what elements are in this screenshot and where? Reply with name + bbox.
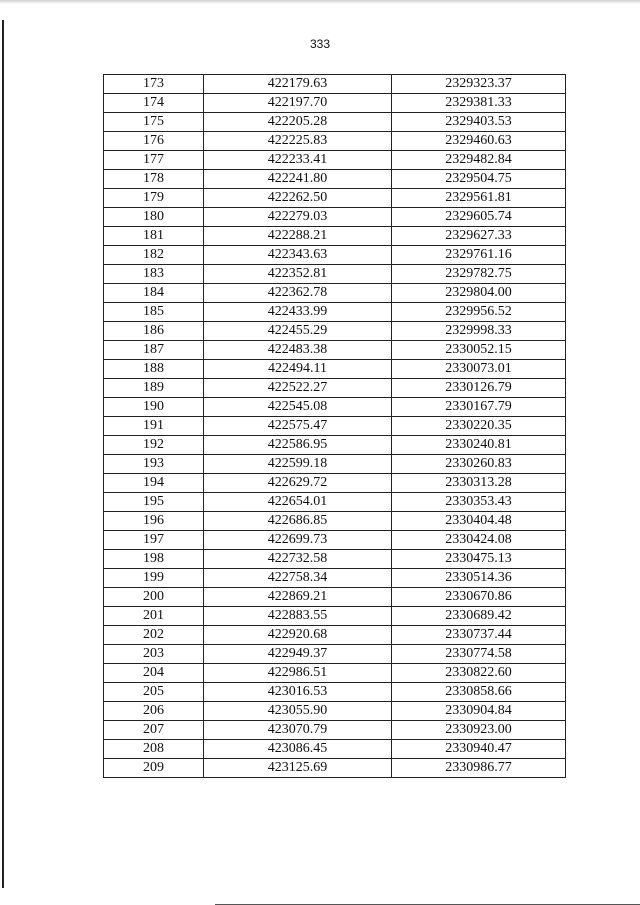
- y-coordinate-cell: 2330220.35: [392, 417, 566, 436]
- table-row: [104, 417, 566, 436]
- x-coordinate-cell: 422686.85: [204, 512, 392, 531]
- y-coordinate-cell: 2330260.83: [392, 455, 566, 474]
- point-number-cell: 193: [104, 455, 204, 474]
- y-coordinate-cell: 2330904.84: [392, 702, 566, 721]
- point-number-cell: 188: [104, 360, 204, 379]
- y-coordinate-cell: 2330737.44: [392, 626, 566, 645]
- table-row: [104, 550, 566, 569]
- point-number-cell: 174: [104, 94, 204, 113]
- y-coordinate-cell: 2330353.43: [392, 493, 566, 512]
- point-number-cell: 185: [104, 303, 204, 322]
- table-row: [104, 721, 566, 740]
- table-row: [104, 170, 566, 189]
- coordinates-table-body: [104, 75, 566, 778]
- y-coordinate-cell: 2329561.81: [392, 189, 566, 208]
- x-coordinate-cell: 422241.80: [204, 170, 392, 189]
- y-coordinate-cell: 2329605.74: [392, 208, 566, 227]
- table-row: [104, 588, 566, 607]
- table-row: [104, 208, 566, 227]
- page-top-shadow: [0, 0, 640, 4]
- table-row: [104, 493, 566, 512]
- y-coordinate-cell: 2330689.42: [392, 607, 566, 626]
- point-number-cell: 197: [104, 531, 204, 550]
- x-coordinate-cell: 422699.73: [204, 531, 392, 550]
- point-number-cell: 189: [104, 379, 204, 398]
- y-coordinate-cell: 2330822.60: [392, 664, 566, 683]
- y-coordinate-cell: 2330240.81: [392, 436, 566, 455]
- y-coordinate-cell: 2330073.01: [392, 360, 566, 379]
- x-coordinate-cell: 422732.58: [204, 550, 392, 569]
- point-number-cell: 206: [104, 702, 204, 721]
- table-row: [104, 303, 566, 322]
- x-coordinate-cell: 422225.83: [204, 132, 392, 151]
- y-coordinate-cell: 2330514.36: [392, 569, 566, 588]
- table-row: [104, 113, 566, 132]
- table-row: [104, 246, 566, 265]
- table-row: [104, 151, 566, 170]
- table-row: [104, 607, 566, 626]
- table-row: [104, 360, 566, 379]
- x-coordinate-cell: 422949.37: [204, 645, 392, 664]
- point-number-cell: 200: [104, 588, 204, 607]
- point-number-cell: 182: [104, 246, 204, 265]
- point-number-cell: 178: [104, 170, 204, 189]
- x-coordinate-cell: 423055.90: [204, 702, 392, 721]
- x-coordinate-cell: 422352.81: [204, 265, 392, 284]
- point-number-cell: 203: [104, 645, 204, 664]
- x-coordinate-cell: 422586.95: [204, 436, 392, 455]
- point-number-cell: 204: [104, 664, 204, 683]
- table-row: [104, 341, 566, 360]
- point-number-cell: 195: [104, 493, 204, 512]
- point-number-cell: 186: [104, 322, 204, 341]
- x-coordinate-cell: 422279.03: [204, 208, 392, 227]
- point-number-cell: 196: [104, 512, 204, 531]
- y-coordinate-cell: 2330670.86: [392, 588, 566, 607]
- y-coordinate-cell: 2330923.00: [392, 721, 566, 740]
- x-coordinate-cell: 422483.38: [204, 341, 392, 360]
- y-coordinate-cell: 2329403.53: [392, 113, 566, 132]
- y-coordinate-cell: 2329460.63: [392, 132, 566, 151]
- x-coordinate-cell: 422545.08: [204, 398, 392, 417]
- x-coordinate-cell: 422869.21: [204, 588, 392, 607]
- point-number-cell: 208: [104, 740, 204, 759]
- y-coordinate-cell: 2330424.08: [392, 531, 566, 550]
- x-coordinate-cell: 422262.50: [204, 189, 392, 208]
- table-row: [104, 645, 566, 664]
- table-row: [104, 702, 566, 721]
- table-row: [104, 569, 566, 588]
- y-coordinate-cell: 2329323.37: [392, 75, 566, 94]
- table-row: [104, 284, 566, 303]
- table-row: [104, 740, 566, 759]
- point-number-cell: 205: [104, 683, 204, 702]
- point-number-cell: 181: [104, 227, 204, 246]
- y-coordinate-cell: 2329804.00: [392, 284, 566, 303]
- x-coordinate-cell: 422629.72: [204, 474, 392, 493]
- x-coordinate-cell: 423086.45: [204, 740, 392, 759]
- x-coordinate-cell: 422599.18: [204, 455, 392, 474]
- y-coordinate-cell: 2330404.48: [392, 512, 566, 531]
- table-row: [104, 94, 566, 113]
- x-coordinate-cell: 422205.28: [204, 113, 392, 132]
- x-coordinate-cell: 422920.68: [204, 626, 392, 645]
- y-coordinate-cell: 2330940.47: [392, 740, 566, 759]
- x-coordinate-cell: 422179.63: [204, 75, 392, 94]
- point-number-cell: 190: [104, 398, 204, 417]
- point-number-cell: 202: [104, 626, 204, 645]
- point-number-cell: 209: [104, 759, 204, 778]
- table-row: [104, 265, 566, 284]
- table-row: [104, 75, 566, 94]
- x-coordinate-cell: 422758.34: [204, 569, 392, 588]
- point-number-cell: 179: [104, 189, 204, 208]
- table-row: [104, 398, 566, 417]
- table-row: [104, 436, 566, 455]
- point-number-cell: 198: [104, 550, 204, 569]
- y-coordinate-cell: 2329627.33: [392, 227, 566, 246]
- point-number-cell: 187: [104, 341, 204, 360]
- x-coordinate-cell: 422197.70: [204, 94, 392, 113]
- point-number-cell: 176: [104, 132, 204, 151]
- y-coordinate-cell: 2330313.28: [392, 474, 566, 493]
- page-left-border: [2, 20, 4, 888]
- point-number-cell: 199: [104, 569, 204, 588]
- point-number-cell: 175: [104, 113, 204, 132]
- x-coordinate-cell: 422362.78: [204, 284, 392, 303]
- point-number-cell: 184: [104, 284, 204, 303]
- point-number-cell: 173: [104, 75, 204, 94]
- y-coordinate-cell: 2330167.79: [392, 398, 566, 417]
- y-coordinate-cell: 2330475.13: [392, 550, 566, 569]
- y-coordinate-cell: 2330126.79: [392, 379, 566, 398]
- x-coordinate-cell: 422522.27: [204, 379, 392, 398]
- table-row: [104, 626, 566, 645]
- coordinates-table: [103, 74, 566, 778]
- x-coordinate-cell: 422654.01: [204, 493, 392, 512]
- y-coordinate-cell: 2329482.84: [392, 151, 566, 170]
- x-coordinate-cell: 422986.51: [204, 664, 392, 683]
- x-coordinate-cell: 423016.53: [204, 683, 392, 702]
- table-row: [104, 664, 566, 683]
- point-number-cell: 177: [104, 151, 204, 170]
- x-coordinate-cell: 422343.63: [204, 246, 392, 265]
- x-coordinate-cell: 423125.69: [204, 759, 392, 778]
- x-coordinate-cell: 422455.29: [204, 322, 392, 341]
- x-coordinate-cell: 422575.47: [204, 417, 392, 436]
- y-coordinate-cell: 2329504.75: [392, 170, 566, 189]
- x-coordinate-cell: 422494.11: [204, 360, 392, 379]
- y-coordinate-cell: 2329761.16: [392, 246, 566, 265]
- x-coordinate-cell: 422288.21: [204, 227, 392, 246]
- point-number-cell: 183: [104, 265, 204, 284]
- table-row: [104, 132, 566, 151]
- table-row: [104, 531, 566, 550]
- page-number: 333: [309, 37, 331, 51]
- y-coordinate-cell: 2330986.77: [392, 759, 566, 778]
- point-number-cell: 192: [104, 436, 204, 455]
- y-coordinate-cell: 2329782.75: [392, 265, 566, 284]
- y-coordinate-cell: 2330774.58: [392, 645, 566, 664]
- x-coordinate-cell: 423070.79: [204, 721, 392, 740]
- y-coordinate-cell: 2330052.15: [392, 341, 566, 360]
- y-coordinate-cell: 2329381.33: [392, 94, 566, 113]
- y-coordinate-cell: 2329998.33: [392, 322, 566, 341]
- table-row: [104, 683, 566, 702]
- x-coordinate-cell: 422883.55: [204, 607, 392, 626]
- table-row: [104, 227, 566, 246]
- table-row: [104, 759, 566, 778]
- table-row: [104, 474, 566, 493]
- table-row: [104, 189, 566, 208]
- point-number-cell: 194: [104, 474, 204, 493]
- table-row: [104, 512, 566, 531]
- table-row: [104, 379, 566, 398]
- table-row: [104, 322, 566, 341]
- x-coordinate-cell: 422233.41: [204, 151, 392, 170]
- y-coordinate-cell: 2330858.66: [392, 683, 566, 702]
- table-row: [104, 455, 566, 474]
- y-coordinate-cell: 2329956.52: [392, 303, 566, 322]
- point-number-cell: 207: [104, 721, 204, 740]
- point-number-cell: 201: [104, 607, 204, 626]
- x-coordinate-cell: 422433.99: [204, 303, 392, 322]
- point-number-cell: 180: [104, 208, 204, 227]
- point-number-cell: 191: [104, 417, 204, 436]
